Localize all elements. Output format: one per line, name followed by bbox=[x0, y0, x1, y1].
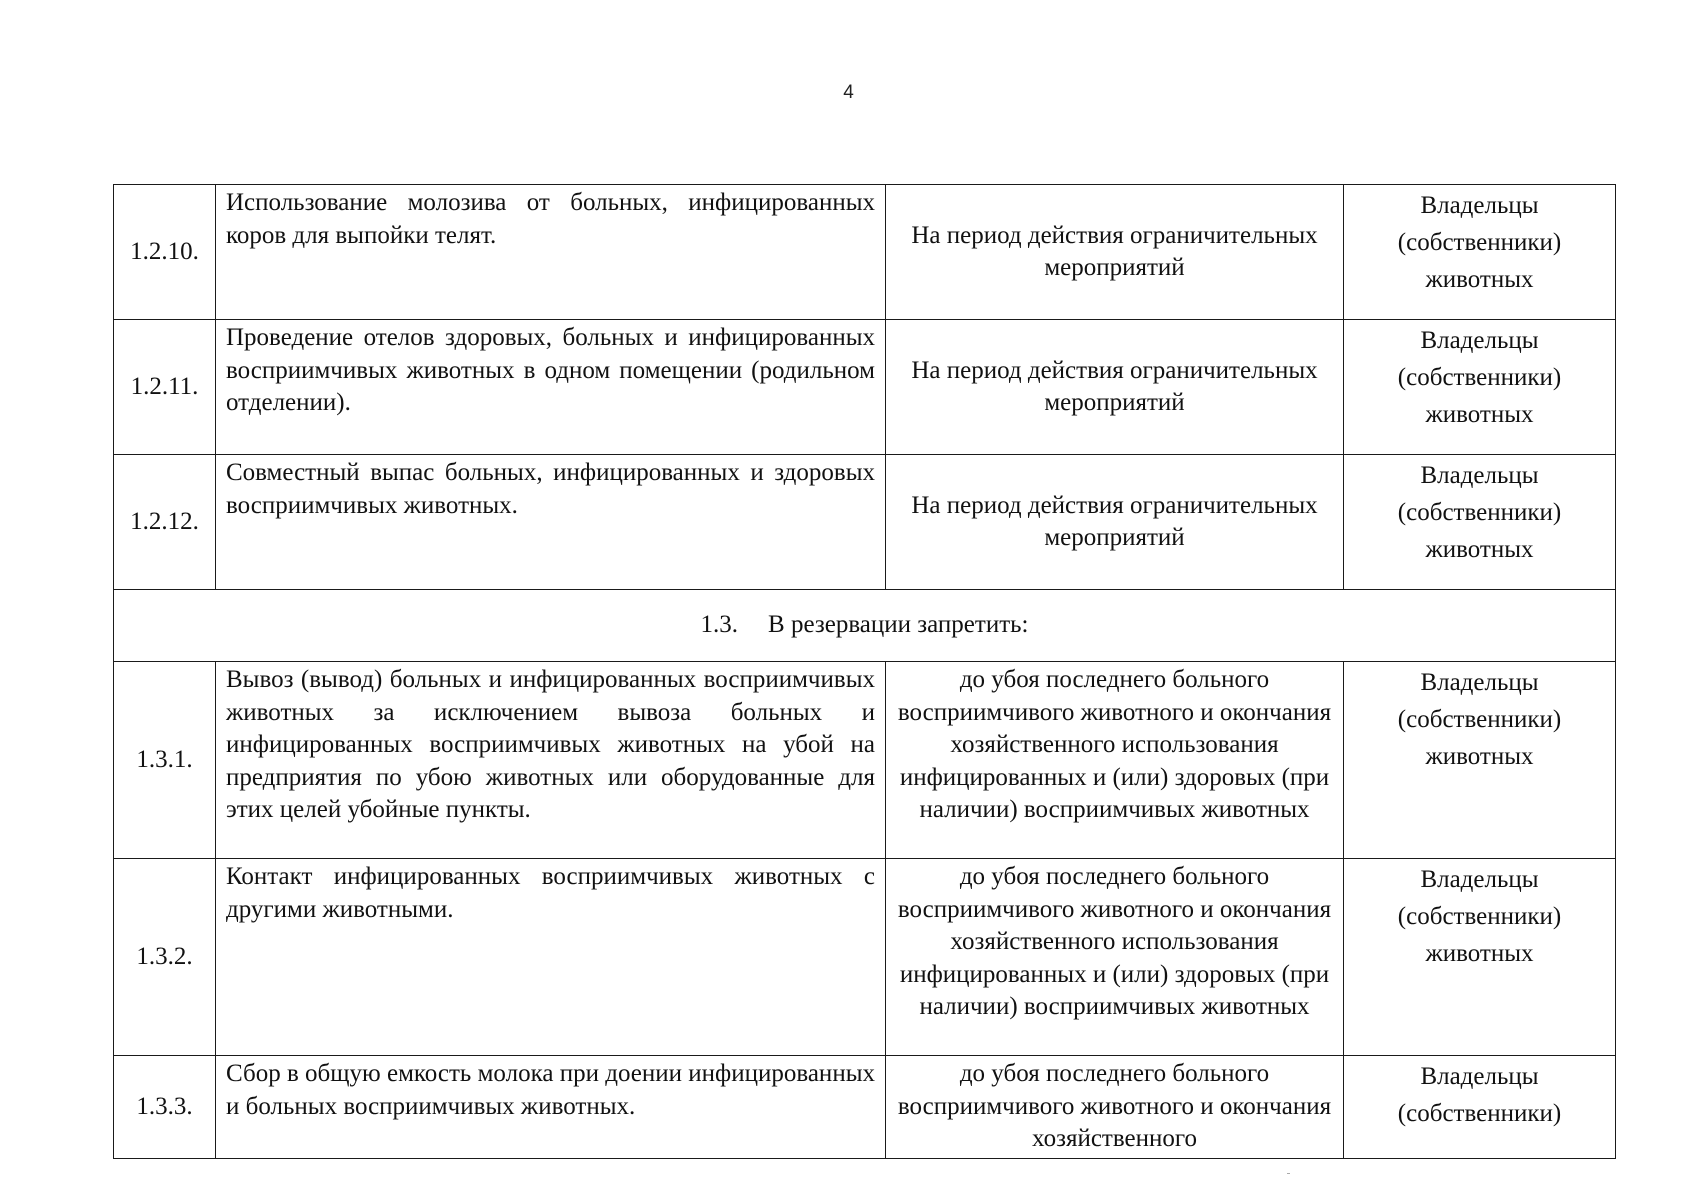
table-row bbox=[114, 320, 1616, 455]
measure-description: Использование молозива от больных, инфицированных коров для выпойки телят. bbox=[216, 185, 886, 320]
table-row bbox=[114, 185, 1616, 320]
section-heading bbox=[114, 590, 1616, 662]
row-number: 1.2.10. bbox=[114, 185, 216, 320]
measure-responsible: Владельцы (собственники) животных bbox=[1344, 859, 1616, 1056]
page-number: 4 bbox=[843, 82, 854, 103]
table-row bbox=[114, 859, 1616, 1056]
section-number: 1.3. bbox=[700, 611, 739, 639]
section-header-row bbox=[114, 590, 1616, 662]
row-number: 1.3.1. bbox=[114, 662, 216, 859]
row-number: 1.3.3. bbox=[114, 1056, 216, 1159]
measure-responsible: Владельцы (собственники) животных bbox=[1344, 455, 1616, 590]
table-row bbox=[114, 455, 1616, 590]
table-row bbox=[114, 1056, 1616, 1159]
scan-speck bbox=[1287, 1173, 1290, 1174]
measure-responsible: Владельцы (собственники) животных bbox=[1344, 185, 1616, 320]
measure-responsible: Владельцы (собственники) животных bbox=[1344, 320, 1616, 455]
measure-period: На период действия ограничительных мероприятий bbox=[886, 455, 1344, 590]
measure-description: Контакт инфицированных восприимчивых животных с другими животными. bbox=[216, 859, 886, 1056]
measure-period: На период действия ограничительных мероприятий bbox=[886, 185, 1344, 320]
row-number: 1.2.11. bbox=[114, 320, 216, 455]
measures-table bbox=[113, 184, 1616, 1159]
measure-description: Сбор в общую емкость молока при доении инфицированных и больных восприимчивых животных. bbox=[216, 1056, 886, 1159]
measure-period: На период действия ограничительных мероприятий bbox=[886, 320, 1344, 455]
measure-period: до убоя последнего больного восприимчивого животного и окончания хозяйственного bbox=[886, 1056, 1344, 1159]
row-number: 1.2.12. bbox=[114, 455, 216, 590]
measure-responsible: Владельцы (собственники) животных bbox=[1344, 662, 1616, 859]
measure-description: Проведение отелов здоровых, больных и инфицированных восприимчивых животных в одном помещении (родильном отделении). bbox=[216, 320, 886, 455]
measure-responsible: Владельцы (собственники) bbox=[1344, 1056, 1616, 1159]
table-row bbox=[114, 662, 1616, 859]
measure-period: до убоя последнего больного восприимчивого животного и окончания хозяйственного использования инфицированных и (или) здоровых (при наличии) восприимчивых животных bbox=[886, 859, 1344, 1056]
measure-description: Совместный выпас больных, инфицированных и здоровых восприимчивых животных. bbox=[216, 455, 886, 590]
measure-period: до убоя последнего больного восприимчивого животного и окончания хозяйственного использования инфицированных и (или) здоровых (при наличии) восприимчивых животных bbox=[886, 662, 1344, 859]
section-title: В резервации запретить: bbox=[768, 611, 1029, 639]
row-number: 1.3.2. bbox=[114, 859, 216, 1056]
measure-description: Вывоз (вывод) больных и инфицированных восприимчивых животных за исключением вывоза больных и инфицированных восприимчивых животных на убой на предприятия по убою животных или оборудованные для этих целей убойные пункты. bbox=[216, 662, 886, 859]
